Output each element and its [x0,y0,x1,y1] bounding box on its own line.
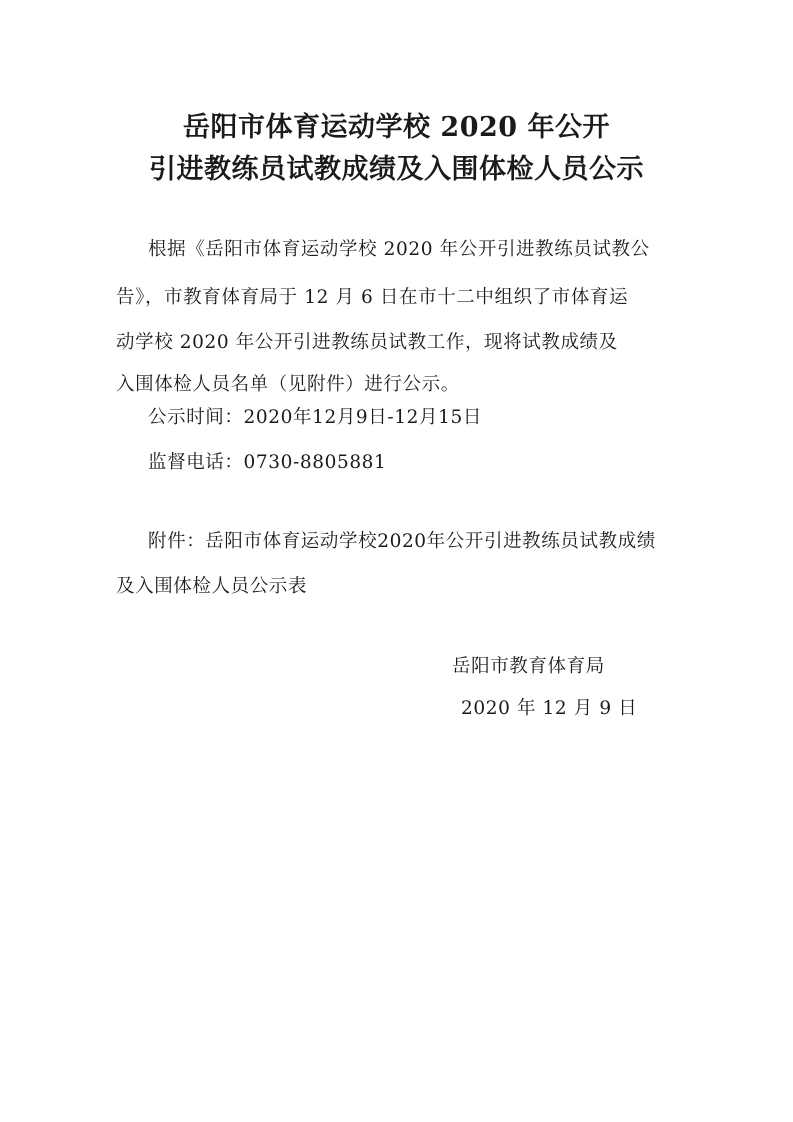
supervision-hotline: 监督电话：0730-8805881 [148,452,387,473]
document-title-line-2: 引进教练员试教成绩及入围体检人员公示 [149,154,644,185]
notice-period: 公示时间：2020年12月9日-12月15日 [148,407,482,428]
document-title-line-1: 岳阳市体育运动学校 2020 年公开 [183,112,610,143]
attachment-line-2: 及入围体检人员公示表 [116,576,308,597]
body-line-1: 根据《岳阳市体育运动学校 2020 年公开引进教练员试教公 [148,239,650,260]
body-line-2: 告》，市教育体育局于 12 月 6 日在市十二中组织了市体育运 [116,287,629,308]
body-line-4: 入围体检人员名单（见附件）进行公示。 [116,374,460,395]
body-line-3: 动学校 2020 年公开引进教练员试教工作，现将试教成绩及 [116,332,618,353]
signature-date: 2020 年 12 月 9 日 [461,698,638,719]
signature-organization: 岳阳市教育体育局 [452,656,605,677]
attachment-line-1: 附件：岳阳市体育运动学校2020年公开引进教练员试教成绩 [148,531,656,552]
